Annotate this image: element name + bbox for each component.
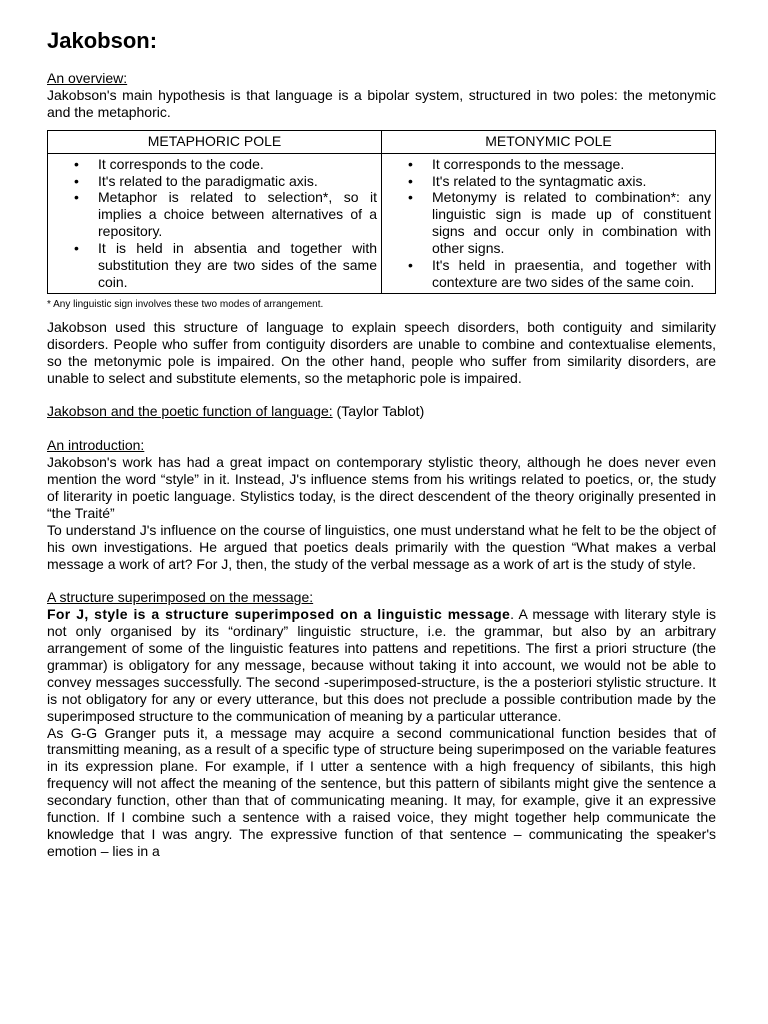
table-footnote: * Any linguistic sign involves these two modes of arrangement. [47,298,324,310]
overview-heading: An overview: [47,70,128,86]
poetic-function-author: (Taylor Tablot) [332,403,425,420]
metaphoric-item: • It's related to the paradigmatic axis. [98,173,377,190]
structure-paragraph-1 [47,606,716,724]
metonymic-item: • Metonymy is related to combination*: any linguistic sign is made up of constituent signs and occur only in combination with other signs. [432,189,711,257]
spacer [47,387,716,404]
disorders-paragraph: Jakobson used this structure of language to explain speech disorders, both contiguity and similarity disorders. People who suffer from contiguity disorders are unable to combine and contextualise elements, so the metonymic pole is impaired. On the other hand, people who suffer from similarity disorders, are unable to select and substitute elements, so the metaphoric pole is impaired. [47,318,716,386]
metonymic-pole-header: METONYMIC POLE [382,130,716,153]
metaphoric-item: • It corresponds to the code. [98,156,377,173]
poetic-function-line [47,403,716,420]
metonymic-item: • It's held in praesentia, and together with contexture are two sides of the same coin. [432,257,711,291]
metonymic-item: • It's related to the syntagmatic axis. [432,173,711,190]
spacer [47,572,716,589]
metaphoric-pole-cell [48,153,382,293]
introduction-heading: An introduction: [47,437,145,454]
structure-paragraph-2: As G-G Granger puts it, a message may acquire a second communicational function besides that of transmitting meaning, as a result of a specific type of structure being superimposed on the variable features in its expression plane. For example, if I utter a sentence with a high frequency of sibilants, this high frequency will not affect the meaning of the sentence, but this pattern of sibilants might give the sentence a secondary function, other than that of communicating meaning. It may, for example, give it an expressive function. If I combine such a sentence with a raised voice, they might together help communicate the knowledge that I was angry. The expressive function of that sentence – communicating the speaker's emotion – lies in a [47,724,716,859]
structure-heading: A structure superimposed on the message: [47,589,314,606]
overview-text: Jakobson's main hypothesis is that language is a bipolar system, structured in two poles: the metonymic and the metaphoric. [47,86,716,120]
introduction-paragraph-1: Jakobson's work has had a great impact on contemporary stylistic theory, although he does never even mention the word “style” in it. Instead, J's influence stems from his writings related to poetics, or, the study of literarity in poetic language. Stylistics today, is the direct descendent of the theory originally presented in “the Traité” [47,454,716,521]
metaphoric-pole-header: METAPHORIC POLE [48,130,382,153]
metaphoric-item: • Metaphor is related to selection*, so it implies a choice between alternatives of a repository. [98,189,377,240]
poles-table [47,130,716,294]
metonymic-pole-cell [382,153,716,293]
poetic-function-heading: Jakobson and the poetic function of language: [47,403,333,420]
page-title: Jakobson: [47,28,158,53]
structure-bold-lead: For J, style is a structure superimposed on a linguistic message [47,606,511,623]
metaphoric-item: • It is held in absentia and together with substitution they are two sides of the same coin. [98,240,377,291]
spacer [47,420,716,437]
metaphoric-list [48,156,377,291]
metonymic-item: • It corresponds to the message. [432,156,711,173]
introduction-paragraph-2: To understand J's influence on the course of linguistics, one must understand what he felt to be the object of his own investigations. He argued that poetics deals primarily with the question “What makes a verbal message a work of art? For J, then, the study of the verbal message as a work of art is the study of style. [47,521,716,572]
structure-paragraph-1-rest: . A message with literary style is not only organised by its “ordinary” linguistic structure, i.e. the grammar, but also by an arbitrary arrangement of some of the linguistic features into pattens and repetitions. The first a priori structure (the grammar) is obligatory for any message, because without taking it into account, we would not be able to convey messages successfully. The second -superimposed-structure, is the a posteriori stylistic structure. It is not obligatory for any or every utterance, but this does not preclude a possible contribution made by the superimposed structure to the communication of meaning by a particular utterance. [47,606,716,724]
metonymic-list [382,156,711,291]
